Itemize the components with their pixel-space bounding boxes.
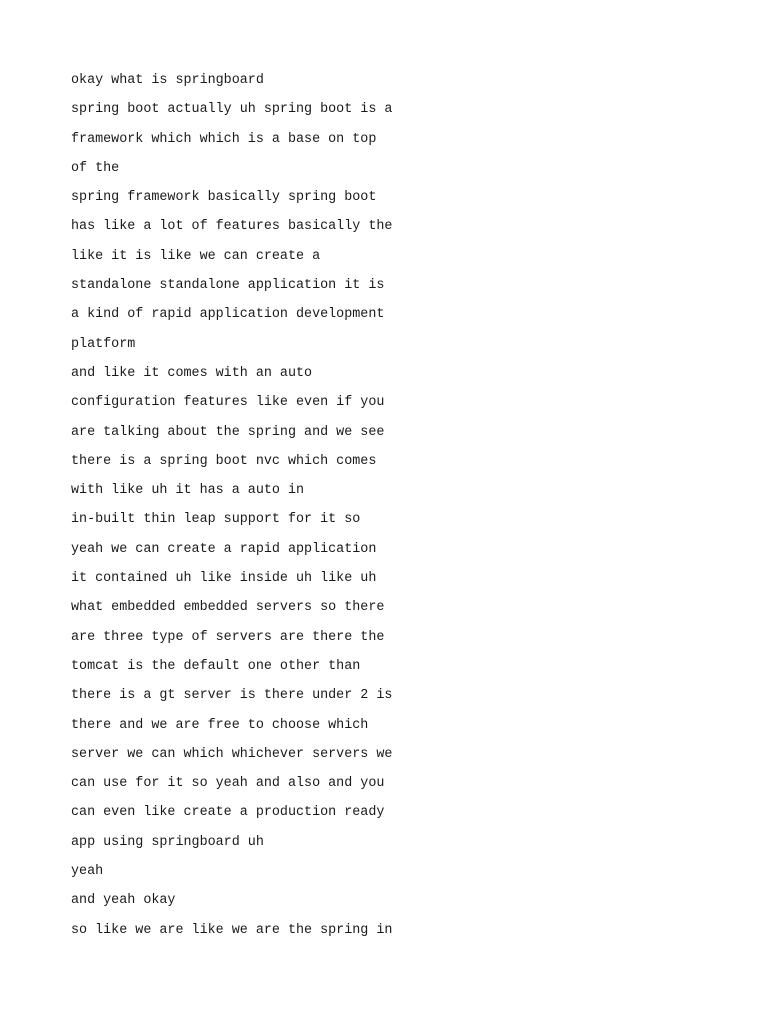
text-line: like it is like we can create a: [71, 248, 321, 264]
text-line: standalone standalone application it is: [71, 278, 385, 294]
text-line: spring boot actually uh spring boot is a: [71, 102, 393, 118]
text-line: and yeah okay: [71, 893, 176, 909]
text-line: so like we are like we are the spring in: [71, 922, 393, 938]
text-line: of the: [71, 160, 120, 176]
text-line: configuration features like even if you: [71, 395, 385, 411]
text-line: with like uh it has a auto in: [71, 483, 305, 499]
text-line: can use for it so yeah and also and you: [71, 776, 385, 792]
text-line: has like a lot of features basically the: [71, 219, 393, 235]
text-line: there is a spring boot nvc which comes: [71, 453, 377, 469]
text-line: can even like create a production ready: [71, 805, 385, 821]
text-line: server we can which whichever servers we: [71, 746, 393, 762]
text-line: are three type of servers are there the: [71, 629, 385, 645]
text-line: okay what is springboard: [71, 73, 264, 88]
text-line: yeah we can create a rapid application: [71, 541, 377, 557]
text-line: yeah: [71, 864, 104, 880]
text-line: are talking about the spring and we see: [71, 424, 385, 440]
text-line: app using springboard uh: [71, 834, 264, 850]
text-line: spring framework basically spring boot: [71, 190, 377, 206]
transcript-text: [71, 66, 711, 945]
text-line: tomcat is the default one other than: [71, 658, 361, 674]
text-line: what embedded embedded servers so there: [71, 600, 385, 616]
text-line: a kind of rapid application development: [71, 307, 385, 323]
text-line: and like it comes with an auto: [71, 365, 313, 381]
text-line: framework which which is a base on top: [71, 131, 377, 147]
text-line: it contained uh like inside uh like uh: [71, 571, 377, 587]
text-line: there is a gt server is there under 2 is: [71, 688, 393, 704]
text-line: platform: [71, 336, 136, 352]
text-line: in-built thin leap support for it so: [71, 512, 361, 528]
text-line: there and we are free to choose which: [71, 717, 369, 733]
